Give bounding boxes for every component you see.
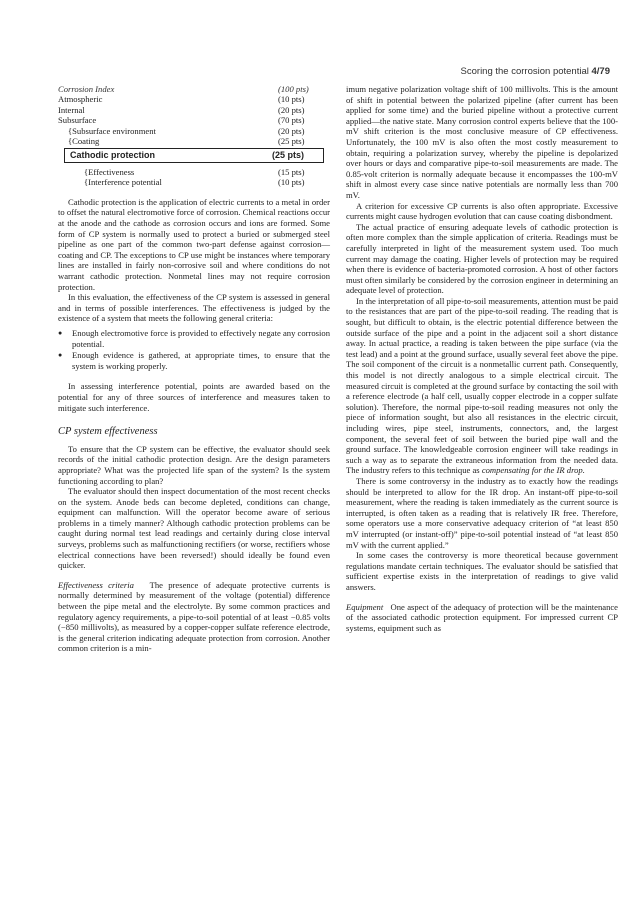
index-row-points: (10 pts) (278, 177, 305, 188)
paragraph: Cathodic protection is the application of electric currents to a metal in order to offset the natural electromotive force of corrosion. Chemical reactions occur at the anode and the cathode as corrosion occurs and ions are formed. Some form of CP system is normally used to protect a buried or submerged steel pipeline as one part of the common two-part defense against corrosion—coating and CP. The exceptions to CP use might be instances where temporary lines are installed in fairly non-corrosive soil and where conditions do not warrant cathodic protection. Nonmetal lines may not require corrosion protection. (58, 196, 330, 292)
index-row-label: {Subsurface environment (68, 125, 156, 136)
index-row (58, 126, 330, 136)
running-header (461, 66, 610, 77)
ir-drop-term: compensating for the IR drop. (481, 465, 585, 476)
paragraph (58, 580, 330, 654)
runin-heading: Equipment (346, 601, 384, 612)
paragraph: The evaluator should then inspect documentation of the most recent checks on the system. Anode beds can become depleted, conditions can change, equipment can malfunction. Will the operator become aware of serious problems in a timely manner? Although cathodic protection problems can be caught during normal test lead readings and certainly during close interval surveys, problems such as malfunctioning rectifiers (or worse, rectifiers whose electrical connections have been reversed!) should ideally be found even quicker. (58, 486, 330, 571)
paragraph: imum negative polarization voltage shift of 100 millivolts. This is the amount of shift in potential between the polarized pipeline (after current has been applied for some time) and the buried pipeline without a protective current applied—the native state. Many corrosion control experts believe that the 100-mV shift criterion is the most conclusive measure of CP effectiveness. Unfortunately, the 100 mV is also often the most costly measurement to obtain, requiring a polarization survey, whereby the pipeline is depolarized over hours or days and comparative pipe-to-soil measurements are made. The 0.85-volt criterion is normally adequate because it encompasses the 100-mV shift in almost every case since native potentials are normally less than 700 mV. (346, 84, 618, 200)
index-row-points: (20 pts) (278, 104, 305, 115)
index-row (58, 105, 330, 115)
index-row (58, 136, 330, 146)
paragraph: To ensure that the CP system can be effective, the evaluator should seek records of the initial cathodic protection design. Are the design parameters appropriate? What was the projected life span of the system? Is the system functioning according to plan? (58, 443, 330, 486)
index-sub-row (58, 167, 330, 177)
paragraph: In this evaluation, the effectiveness of the CP system is assessed in general and in terms of possible interferences. The effectiveness is judged by the existence of a system that meets the following general criteria: (58, 292, 330, 324)
section-heading: CP system effectiveness (58, 426, 158, 438)
index-row-points: (10 pts) (278, 94, 305, 105)
index-row (58, 115, 330, 125)
index-row-label: {Effectiveness (84, 167, 135, 178)
index-row-label: {Coating (68, 136, 100, 147)
index-row-label: Atmospheric (58, 94, 103, 105)
paragraph (346, 296, 618, 476)
index-row-points: (70 pts) (278, 115, 305, 126)
index-row-points: (15 pts) (278, 167, 305, 178)
list-item: ● Enough electromotive force is provided to effectively negate any corrosion potential. (58, 328, 330, 349)
list-item: ● Enough evidence is gathered, at appropriate times, to ensure that the system is working properly. (58, 350, 330, 371)
boxed-label: Cathodic protection (70, 150, 155, 161)
paragraph: The actual practice of ensuring adequate levels of cathodic protection is often more complex than the simple application of criteria. Readings must be carefully interpreted in light of the measurement system used. Too much current may damage the coating. Higher levels of protection may be required when there is evidence of bacteria-promoted corrosion. A host of other factors must often similarly be considered by the corrosion engineer in determining an adequate level of protection. (346, 221, 618, 296)
running-title: Scoring the corrosion potential (460, 66, 589, 77)
index-row-label: {Interference potential (84, 177, 162, 188)
index-heading-label: Corrosion Index (58, 84, 115, 94)
paragraph: In assessing interference potential, points are awarded based on the potential for any of three sources of interference and measures taken to mitigate such interference. (58, 381, 330, 413)
boxed-points: (25 pts) (272, 150, 305, 161)
index-heading (58, 84, 330, 94)
index-row-points: (25 pts) (278, 136, 305, 147)
index-heading-points: (100 pts) (278, 84, 309, 94)
paragraph: A criterion for excessive CP currents is also often appropriate. Excessive currents might cause hydrogen evolution that can cause coating disbondment. (346, 200, 618, 222)
paragraph: In some cases the controversy is more theoretical because government regulations mandate certain techniques. The evaluator should be satisfied that sufficient expertise exists in the interpretation of readings to give valid answers. (346, 550, 618, 592)
index-row-points: (20 pts) (278, 125, 305, 136)
page-number: 4/79 (591, 66, 610, 77)
paragraph (346, 602, 618, 634)
left-column (58, 84, 330, 654)
runin-heading: Effectiveness criteria (58, 579, 134, 590)
criteria-list (58, 328, 330, 371)
index-sub-row (58, 177, 330, 187)
index-row-label: Subsurface (58, 115, 97, 126)
index-row (58, 94, 330, 104)
paragraph-text: One aspect of the adequacy of protection will be the maintenance of the associated cathodic protection equipment. For impressed current CP systems, equipment such as (346, 601, 618, 633)
right-column (346, 84, 618, 633)
paragraph: There is some controversy in the industry as to exactly how the readings should be interpreted to allow for the IR drop. An instant-off pipe-to-soil measurement, where the reading is taken immediately as the current source is interrupted, is often taken as a reading that is relatively IR free. Therefore, some operators use a more conservative adequacy criterion of “at least 850 mV interrupted (or instant-off)” pipe-to-soil potential instead of “at least 850 mV with the current applied.” (346, 475, 618, 550)
index-row-label: Internal (58, 104, 85, 115)
paragraph-text: In the interpretation of all pipe-to-soil measurements, attention must be paid to the resistances that are part of the pipe-to-soil reading. The reading that is sought, but difficult to obtain, is the electric potential difference between the outside surface of the pipe and a point in the adjacent soil a short distance away. In actual practice, a reading is taken between the pipe surface (via the test lead) and a point at the ground surface, usually several feet above the pipe. The soil component of the circuit is a nonmetallic current path. Consequently, this model is not directly analogous to a simple electrical circuit. The measured circuit is completed at the ground surface by contacting the soil with a reference electrode (a half cell, usually copper electrode in a copper sulfate solution). Therefore, the normal pipe-to-soil reading measures not only the piece of information sought, but also all resistances in the electric circuit, including wires, pipe steel, instruments, connectors, and, the largest component, the several feet of soil between the buried pipe wall and the ground surface. The knowledgeable corrosion engineer will take readings in such a way as to separate the extraneous information from the needed data. The industry refers to this technique as (346, 295, 618, 476)
paragraph-text: The presence of adequate protective currents is normally determined by measurement of the voltage (potential) difference between the pipe metal and the electrolyte. By some common practices and regulatory agency requirements, a pipe-to-soil potential of at least −0.85 volts (−850 millivolts), as measured by a copper-copper sulfate reference electrode, is the general criterion indicating adequate protection from corrosion. Another common criterion is a min- (58, 579, 330, 654)
cathodic-protection-box (64, 148, 324, 163)
